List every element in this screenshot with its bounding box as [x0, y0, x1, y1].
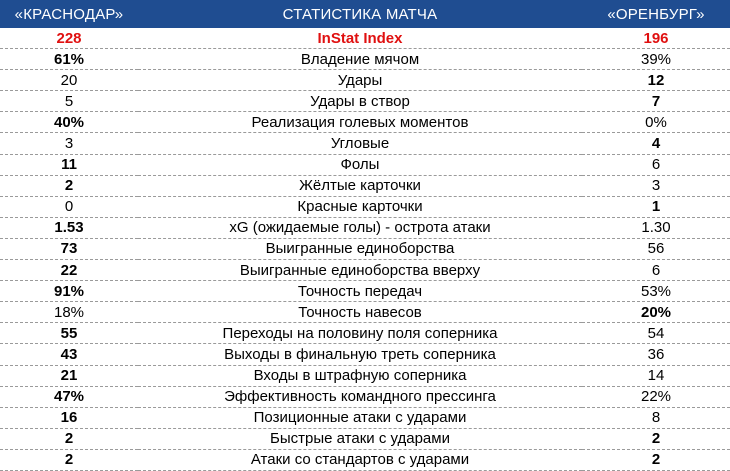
- stat-left-value: 3: [0, 133, 138, 154]
- stat-left-value: 11: [0, 154, 138, 175]
- stat-row: [0, 281, 730, 302]
- stat-right-value: 12: [582, 70, 730, 91]
- stat-left-value: 0: [0, 196, 138, 217]
- stat-right-value: 1: [582, 196, 730, 217]
- stat-left-value: 22: [0, 260, 138, 281]
- stat-label: Быстрые атаки с ударами: [138, 428, 582, 449]
- team-right-name: «ОРЕНБУРГ»: [582, 0, 730, 28]
- stat-label: Эффективность командного прессинга: [138, 386, 582, 407]
- stat-left-value: 2: [0, 428, 138, 449]
- stat-right-value: 1.30: [582, 217, 730, 238]
- stat-right-value: 53%: [582, 281, 730, 302]
- header-row: [0, 0, 730, 28]
- stat-row: [0, 28, 730, 49]
- stat-label: Владение мячом: [138, 49, 582, 70]
- stat-left-value: 43: [0, 344, 138, 365]
- stat-row: [0, 344, 730, 365]
- stat-right-value: 20%: [582, 302, 730, 323]
- team-left-name: «КРАСНОДАР»: [0, 0, 138, 28]
- stat-left-value: 21: [0, 365, 138, 386]
- stat-left-value: 2: [0, 175, 138, 196]
- stat-row: [0, 49, 730, 70]
- stat-row: [0, 323, 730, 344]
- stat-label: Переходы на половину поля соперника: [138, 323, 582, 344]
- stat-left-value: 1.53: [0, 217, 138, 238]
- stat-label: Входы в штрафную соперника: [138, 365, 582, 386]
- stats-body: [0, 28, 730, 470]
- stat-row: [0, 175, 730, 196]
- stat-left-value: 16: [0, 407, 138, 428]
- stat-label: xG (ожидаемые голы) - острота атаки: [138, 217, 582, 238]
- stat-row: [0, 217, 730, 238]
- stat-right-value: 36: [582, 344, 730, 365]
- stat-left-value: 61%: [0, 49, 138, 70]
- stat-label: Удары в створ: [138, 91, 582, 112]
- stat-right-value: 8: [582, 407, 730, 428]
- stat-left-value: 73: [0, 238, 138, 259]
- stat-label: Удары: [138, 70, 582, 91]
- stat-right-value: 6: [582, 260, 730, 281]
- stat-row: [0, 260, 730, 281]
- stat-left-value: 2: [0, 449, 138, 470]
- stat-label: Выходы в финальную треть соперника: [138, 344, 582, 365]
- stat-row: [0, 196, 730, 217]
- stat-row: [0, 407, 730, 428]
- stat-left-value: 40%: [0, 112, 138, 133]
- stat-row: [0, 386, 730, 407]
- stat-right-value: 0%: [582, 112, 730, 133]
- stat-row: [0, 365, 730, 386]
- table-title: СТАТИСТИКА МАТЧА: [138, 0, 582, 28]
- stat-label: Красные карточки: [138, 196, 582, 217]
- stat-label: Атаки со стандартов с ударами: [138, 449, 582, 470]
- stat-row: [0, 70, 730, 91]
- stat-left-value: 47%: [0, 386, 138, 407]
- stat-left-value: 55: [0, 323, 138, 344]
- stat-label: Реализация голевых моментов: [138, 112, 582, 133]
- stat-row: [0, 91, 730, 112]
- stat-row: [0, 133, 730, 154]
- stat-left-value: 20: [0, 70, 138, 91]
- stat-right-value: 39%: [582, 49, 730, 70]
- stat-right-value: 3: [582, 175, 730, 196]
- stat-label: Точность навесов: [138, 302, 582, 323]
- stat-left-value: 91%: [0, 281, 138, 302]
- stat-right-value: 54: [582, 323, 730, 344]
- stat-right-value: 2: [582, 449, 730, 470]
- stat-right-value: 14: [582, 365, 730, 386]
- stat-right-value: 22%: [582, 386, 730, 407]
- stat-left-value: 5: [0, 91, 138, 112]
- stat-label: InStat Index: [138, 28, 582, 49]
- stat-right-value: 56: [582, 238, 730, 259]
- stat-right-value: 2: [582, 428, 730, 449]
- stat-label: Выигранные единоборства вверху: [138, 260, 582, 281]
- stat-left-value: 18%: [0, 302, 138, 323]
- stat-row: [0, 154, 730, 175]
- stat-row: [0, 302, 730, 323]
- stat-label: Позиционные атаки с ударами: [138, 407, 582, 428]
- stat-label: Выигранные единоборства: [138, 238, 582, 259]
- stat-row: [0, 112, 730, 133]
- stat-row: [0, 449, 730, 470]
- stat-row: [0, 428, 730, 449]
- stat-label: Фолы: [138, 154, 582, 175]
- stat-right-value: 6: [582, 154, 730, 175]
- stat-right-value: 4: [582, 133, 730, 154]
- stat-label: Жёлтые карточки: [138, 175, 582, 196]
- stat-right-value: 7: [582, 91, 730, 112]
- stat-label: Угловые: [138, 133, 582, 154]
- stat-left-value: 228: [0, 28, 138, 49]
- stat-row: [0, 238, 730, 259]
- stat-label: Точность передач: [138, 281, 582, 302]
- stat-right-value: 196: [582, 28, 730, 49]
